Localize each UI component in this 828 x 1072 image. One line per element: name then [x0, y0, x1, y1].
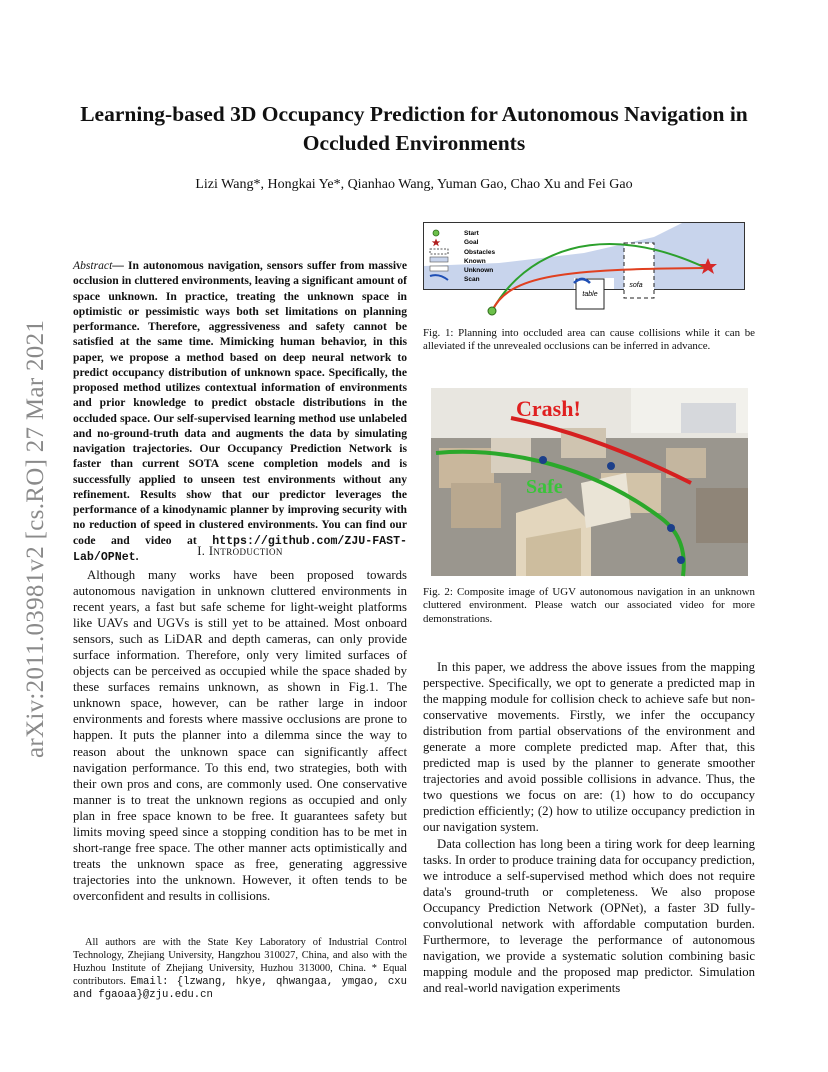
intro-right-column: [423, 659, 755, 996]
legend-obstacles-icon: [430, 249, 448, 254]
abstract-end: .: [135, 549, 139, 563]
figure-2-caption: Fig. 2: Composite image of UGV autonomous navigation in an unknown cluttered environment. Please watch our associated video for more demonstrations.: [423, 586, 755, 625]
author-list: Lizi Wang*, Hongkai Ye*, Qianhao Wang, Yuman Gao, Chao Xu and Fei Gao: [195, 177, 633, 192]
legend-start: Start: [464, 230, 479, 237]
legend-known: Known: [464, 258, 486, 265]
legend-start-icon: [433, 230, 439, 236]
arxiv-identifier: arXiv:2011.03981v2 [cs.RO] 27 Mar 2021: [22, 319, 49, 758]
box-left-2: [451, 483, 501, 528]
start-marker: [488, 307, 496, 315]
abstract: [73, 258, 407, 565]
section-heading: [73, 544, 407, 559]
robot-icon: [677, 556, 685, 564]
robot-icon: [607, 462, 615, 470]
abstract-text: — In autonomous navigation, sensors suffer from massive occlusion in cluttered environments, leaving a significant amount of space unknown. In practice, treating the unknown space in optimistic or pessimistic ways both set limitations on planning performance. Therefore, aggressiveness and safety cannot be satisfied at the same time. Mimicking human behavior, in this paper, we propose a method based on deep neural network to predict occupancy distribution of unknown space. Specifically, the proposed method utilizes contextual information of environments and prior knowledge to predict obstacle distributions in the occluded space. Our self-supervised learning method use unlabeled and no-ground-truth data and augments the data by simulating navigation trajectories. Our Occupancy Prediction Network is faster than current SOTA scene completion models and is successfully applied to unseen test environments without any refinement. Results show that our predictor leverages the performance of a kinodynamic planner by improving security with no reduction of speed in clustered environments. You can find our code and video at: [73, 259, 407, 547]
figure-1-planning-diagram: [423, 222, 745, 298]
legend-goal: Goal: [464, 239, 479, 246]
footnote-text: All authors are with the State Key Laboratory of Industrial Control Technology, Zhejiang University, Hangzhou 310027, China, and also with the Huzhou Institute of Zhejiang University, Huzhou 313000, China. * Equal contributors.: [73, 937, 407, 987]
legend-unknown-icon: [430, 266, 448, 271]
legend-unknown: Unknown: [464, 267, 494, 274]
paper-title: Learning-based 3D Occupancy Prediction for Autonomous Navigation in Occluded Environments: [80, 102, 748, 155]
door: [681, 403, 736, 433]
footnote: [73, 937, 407, 1002]
intro-paragraph-right-2: Data collection has long been a tiring work for deep learning tasks. In order to produce training data for occupancy prediction, we introduce a self-supervised method which does not require data's ground-truth or completeness. We also propose Occupancy Prediction Network (OPNet), a faster 3D fully-convolutional network with affordable computation burden. Furthermore, to leverage the performance of autonomous navigation, we provide a systematic solution combining basic mapping module and the proposed map predictor. Simulation and real-world navigation experiments: [423, 836, 755, 995]
footnote-email: Email: {lzwang, hkye, qhwangaa, ymgao, cxu and fgaoaa}@zju.edu.cn: [73, 975, 407, 1001]
abstract-lead: Abstract: [73, 259, 113, 272]
section-number: I.: [197, 544, 209, 558]
legend-known-icon: [430, 257, 448, 262]
sofa-label: sofa: [629, 282, 643, 289]
table-label: table: [582, 291, 598, 298]
crash-label: Crash!: [516, 396, 581, 421]
figure-2-svg: [431, 388, 748, 576]
robot-icon: [539, 456, 547, 464]
legend-goal-icon: [432, 239, 441, 247]
legend-obstacles: Obstacles: [464, 249, 496, 256]
figure-2-photo: [431, 388, 748, 576]
figure-1-svg: [424, 223, 744, 298]
legend-scan: Scan: [464, 276, 480, 283]
intro-paragraph-right-1: In this paper, we address the above issues from the mapping perspective. Specifically, we opt to generate a predicted map in the mapping module for collision check to achieve safe but non-conservative movements. Firstly, we infer the occupancy distribution from partial observations of the environment and generate a more complete predicted map. After that, this predicted map is used by the planner to generate smoother trajectories and avoid possible collisions in advance. Thus, the two questions we focus on are: (1) how to do occupancy prediction efficiently; (2) how to utilize occupancy prediction in our navigation system.: [423, 660, 755, 835]
figure-1-caption: Fig. 1: Planning into occluded area can cause collisions while it can be alleviated if the unrevealed occlusions can be inferred in advance.: [423, 327, 755, 353]
code-link[interactable]: https://github.com/ZJU-FAST-Lab/OPNet: [73, 534, 407, 564]
robot-area: [696, 488, 748, 543]
intro-paragraph-left: Although many works have been proposed towards autonomous navigation in unknown cluttered environments in recent years, a fast but safe scheme for light-weight platforms like UAVs and UGVs is still yet to be attained. Most onboard sensors, such as LiDAR and depth cameras, can only provide surface information. Therefore, only very limited surfaces of objects can be perceived as occupied while the space shaded by these surfaces remains unknown, as shown in Fig.1. The unknown space, however, can be rather large in indoor environments and forests where massive occlusions are prone to happen. It puts the planner into a dilemma since the way to reason about the unknown space can significantly affect navigation performance. To this end, two strategies, both with their own pros and cons, are commonly used. One conservative manner is to treat the unknown regions as occupied and only plan in free space known to be free. It guarantees safety but limits moving speed since a stopping condition has to be met in short-range free space. The other manner acts optimistically and treats the unknown space as free, generating aggressive trajectories into the unknown. However, it often tends to be overconfident and results in collisions.: [73, 568, 407, 903]
safe-label: Safe: [526, 476, 563, 498]
section-title: Introduction: [208, 544, 283, 558]
robot-icon: [667, 524, 675, 532]
